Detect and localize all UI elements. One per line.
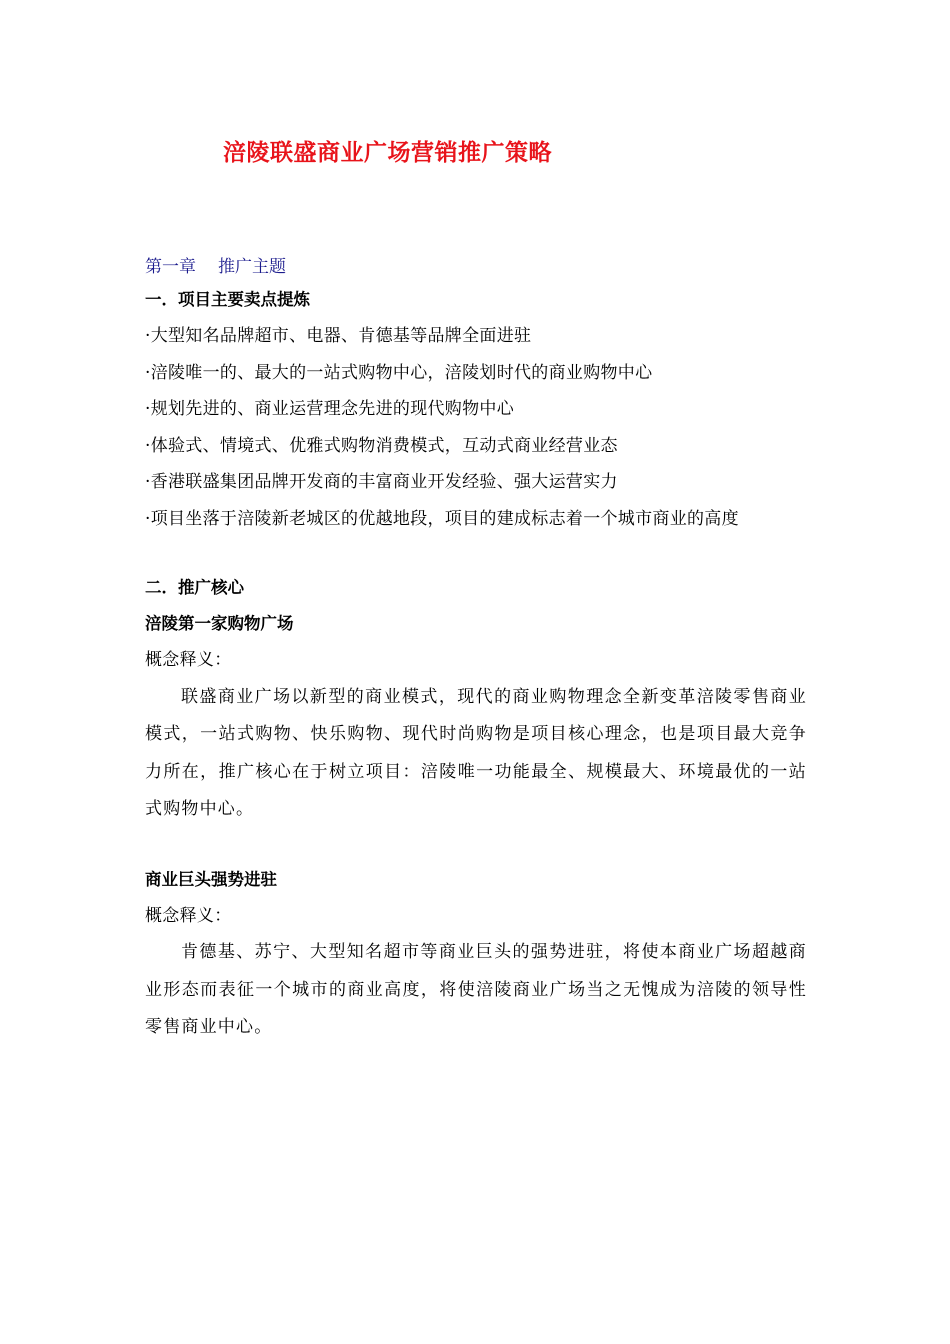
chapter-number: 第一章: [145, 257, 196, 277]
document-title: 涪陵联盛商业广场营销推广策略: [223, 140, 552, 166]
topic-title: 涪陵第一家购物广场: [145, 614, 294, 633]
list-item: ·香港联盛集团品牌开发商的丰富商业开发经验、强大运营实力: [145, 472, 618, 492]
list-item: ·体验式、情境式、优雅式购物消费模式，互动式商业经营业态: [145, 435, 618, 456]
section-heading: 一．项目主要卖点提炼: [145, 290, 310, 309]
topic-title: 商业巨头强势进驻: [145, 869, 277, 889]
list-item: ·规划先进的、商业运营理念先进的现代购物中心: [145, 399, 515, 419]
spacer: [145, 537, 807, 570]
concept-label: 概念释义：: [145, 650, 232, 670]
concept-label: 概念释义：: [145, 905, 232, 926]
document-body: [145, 252, 807, 1047]
selling-points-list: [145, 318, 807, 537]
chapter-name: 推广主题: [218, 257, 286, 277]
spacer: [145, 829, 807, 862]
topic-block: [145, 606, 807, 829]
list-item: ·大型知名品牌超市、电器、肯德基等品牌全面进驻: [145, 326, 532, 346]
concept-paragraph: 联盛商业广场以新型的商业模式，现代的商业购物理念全新变革涪陵零售商业模式，一站式购物、快乐购物、现代时尚购物是项目核心理念，也是项目最大竞争力所在，推广核心在于树立项目：涪陵唯一功能最全、规模最大、环境最优的一站式购物中心。: [145, 686, 807, 819]
section-heading: 二．推广核心: [145, 578, 244, 597]
topic-block: [145, 862, 807, 1047]
concept-paragraph: 肯德基、苏宁、大型知名超市等商业巨头的强势进驻，将使本商业广场超越商业形态而表征一个城市的商业高度，将使涪陵商业广场当之无愧成为涪陵的领导性零售商业中心。: [145, 942, 807, 1037]
list-item: ·项目坐落于涪陵新老城区的优越地段，项目的建成标志着一个城市商业的高度: [145, 508, 739, 529]
list-item: ·涪陵唯一的、最大的一站式购物中心，涪陵划时代的商业购物中心: [145, 362, 653, 383]
chapter-heading: [145, 252, 807, 282]
